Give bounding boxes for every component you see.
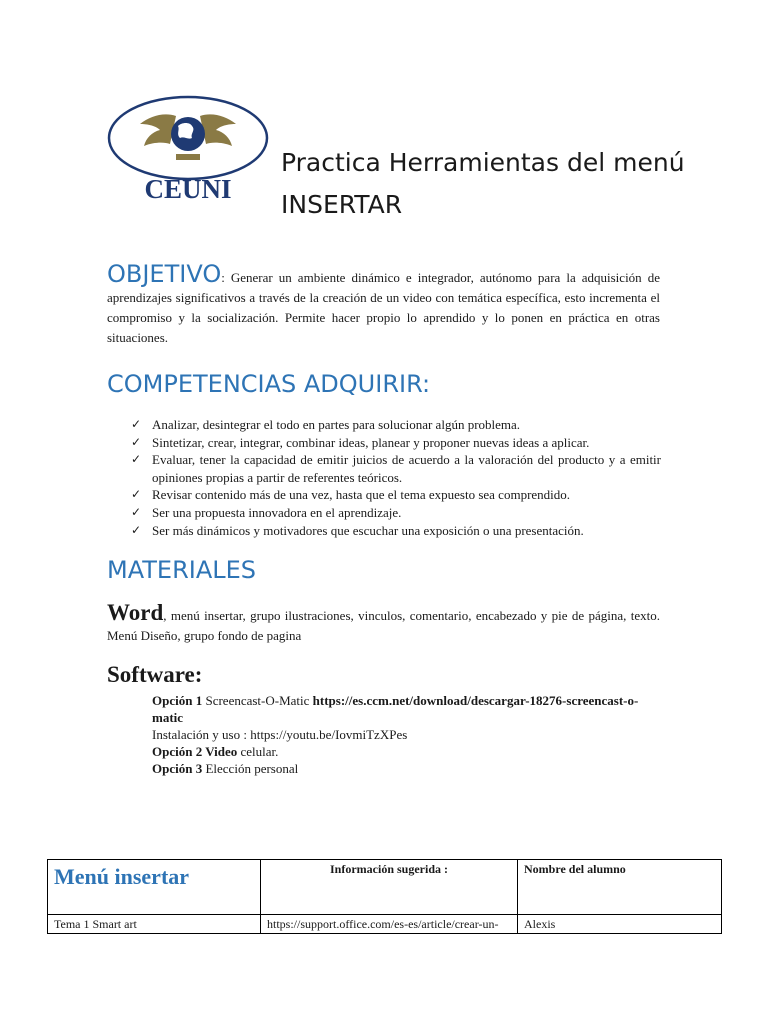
list-item: ✓ Evaluar, tener la capacidad de emitir juicios de acuerdo a la valoración del producto y a emitir opiniones propias a partir de referentes teóricos. bbox=[131, 452, 661, 485]
software-heading: Software: bbox=[107, 662, 203, 687]
word-label: Word bbox=[107, 600, 164, 625]
assignment-table bbox=[47, 859, 721, 934]
objetivo-text: : Generar un ambiente dinámico e integrador, autónomo para la adquisición de aprendizajes significativos a través de la creación de un video con temática específica, esto incrementa el compromiso y la socialización. Permite hacer propio lo aprendido y lo ponen en práctica en otras situaciones. bbox=[107, 270, 660, 345]
instalacion-line[interactable]: Instalación y uso : https://youtu.be/IovmiTzXPes bbox=[152, 727, 408, 742]
opcion-3: Opción 3 Elección personal bbox=[152, 761, 299, 776]
logo-text: CEUNI bbox=[144, 174, 232, 204]
checkmark-icon: ✓ bbox=[131, 487, 142, 502]
header-informacion: Información sugerida : bbox=[261, 860, 518, 915]
checkmark-icon: ✓ bbox=[131, 417, 142, 431]
checkmark-icon: ✓ bbox=[131, 434, 142, 449]
competencias-list bbox=[131, 416, 661, 539]
materiales-paragraph bbox=[107, 600, 660, 646]
header-nombre: Nombre del alumno bbox=[518, 860, 722, 915]
list-item: ✓ Ser más dinámicos y motivadores que escuchar una exposición o una presentación. bbox=[131, 522, 584, 538]
opcion-1: Opción 1 Screencast-O-Matic https://es.ccm.net/download/descargar-18276-screencast-o-matic bbox=[152, 693, 639, 725]
software-options bbox=[152, 692, 662, 777]
ceuni-logo bbox=[106, 94, 270, 212]
objetivo-paragraph bbox=[107, 260, 660, 348]
opcion-2: Opción 2 Video celular. bbox=[152, 744, 279, 759]
table-cell-link[interactable]: https://support.office.com/es-es/article/crear-un- bbox=[261, 915, 518, 934]
checkmark-icon: ✓ bbox=[131, 522, 142, 537]
list-item: ✓ Revisar contenido más de una vez, hasta que el tema expuesto sea comprendido. bbox=[131, 487, 571, 503]
list-item: ✓ Analizar, desintegrar el todo en partes para solucionar algún problema. bbox=[131, 417, 521, 432]
checkmark-icon: ✓ bbox=[131, 452, 142, 467]
table-header-row bbox=[48, 860, 722, 915]
list-item: ✓ Ser una propuesta innovadora en el aprendizaje. bbox=[131, 504, 402, 520]
table-cell: Alexis bbox=[518, 915, 722, 934]
materiales-heading: MATERIALES bbox=[107, 556, 257, 584]
page-title: Practica Herramientas del menú INSERTAR bbox=[281, 148, 685, 219]
table-row bbox=[48, 915, 722, 934]
list-item: ✓ Sintetizar, crear, integrar, combinar ideas, planear y proponer nuevas ideas a aplicar. bbox=[131, 434, 590, 450]
checkmark-icon: ✓ bbox=[131, 504, 142, 519]
table-cell: Tema 1 Smart art bbox=[48, 915, 261, 934]
objetivo-heading: OBJETIVO bbox=[107, 260, 222, 288]
word-text: , menú insertar, grupo ilustraciones, vinculos, comentario, encabezado y pie de página, texto. Menú Diseño, grupo fondo de pagina bbox=[107, 608, 660, 643]
header-menu-insertar: Menú insertar bbox=[48, 860, 261, 915]
opcion-1-link[interactable]: https://es.ccm.net/download/descargar-18276-screencast-o-matic bbox=[152, 693, 639, 725]
competencias-heading: COMPETENCIAS ADQUIRIR: bbox=[107, 370, 431, 398]
